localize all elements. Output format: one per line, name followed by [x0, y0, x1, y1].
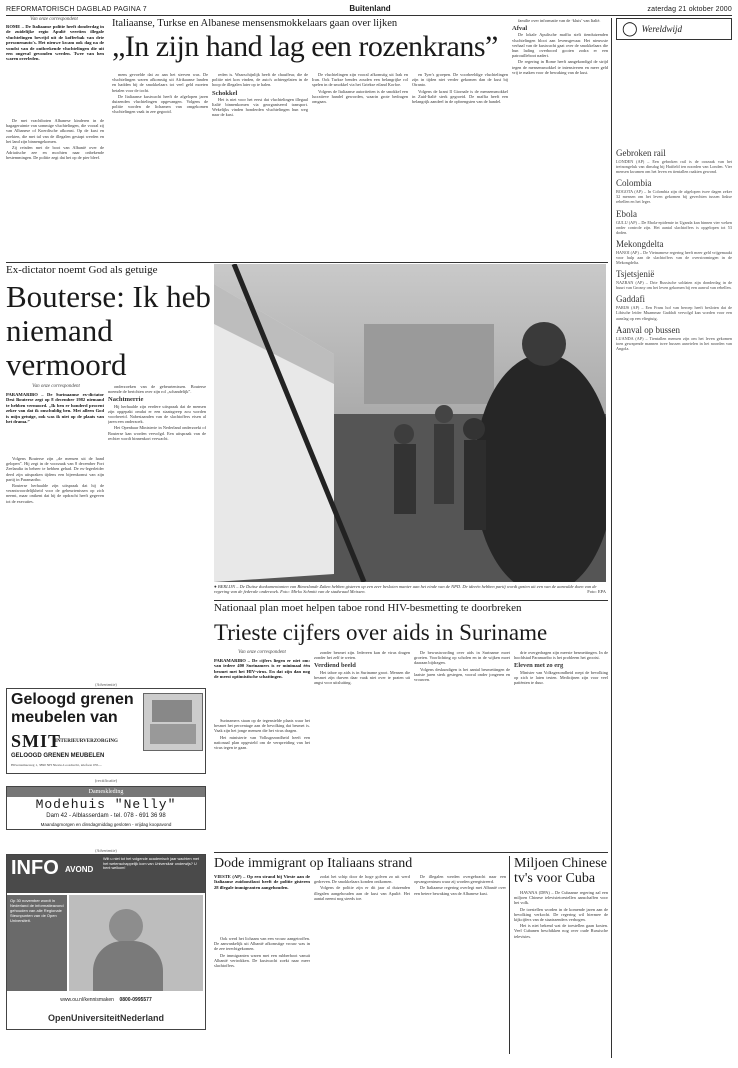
- wereldwijd-items: [616, 148, 732, 351]
- ou-ad-url[interactable]: www.ou.nl/kennismaken: [60, 997, 114, 1003]
- furniture-ad-address: Hilversumseweg 1, 3890 NH Nieuw-Loosdrecht, telefoon 035-...: [11, 763, 103, 767]
- wereldwijd-item-title: Ebola: [616, 208, 637, 219]
- wereldwijd-item-title: Colombia: [616, 178, 652, 189]
- ou-ad-intro: Wilt u niet tot het volgende academisch jaar wachten met het wetenschappelijk kom van Universitair onderwijs? U bent welkom!: [103, 857, 200, 871]
- modehuis-ad-label: (rectificatie): [94, 778, 118, 783]
- furniture-ad-brand-sub: INTERIEURVERZORGING: [55, 739, 118, 744]
- section-rule-3: [214, 852, 608, 853]
- aids-headline: Trieste cijfers over aids in Suriname: [214, 620, 548, 645]
- top-column-2: mens gevoelde dat zo aan het sterven was. De vluchtelingen waren afkomstig uit Afrikaanse landen en hadden bij de smokkelaars tot veel geld moeten betalen voor de tocht. De Italiaanse kustwacht heeft de afgelopen jaren duizenden vluchtelingen opgevangen. Volgens de politie worden de lichamen van omgekomen vluchtelingen vaak in zee gegooid.: [112, 72, 208, 115]
- bouterse-column-2: onderzoeken van de gebeurtenissen. Bouterse noemde de berichten over zijn rol „schandelijk”. Nachtmerrie Hij herhaalde zijn eerdere uitspraak dat de mensen zijn opgepakt omdat er een staatsgreep zou worden voorbereid. Nabestaanden van de slachtoffers eisen al jaren een onderzoek. Het Openbaar Ministerie in Nederland onderzoekt of Bouterse kan worden vervolgd. Een uitspraak van de rechter wordt binnenkort verwacht.: [108, 384, 206, 441]
- wereldwijd-item-title: Mekongdelta: [616, 238, 664, 249]
- top-correspondent: Van onze correspondent: [30, 17, 78, 22]
- top-subhead-2: Afval: [512, 25, 528, 33]
- dode-column-1: Ook werd het lichaam van een vrouw aangetroffen. De aanvankelijk uit Albanië afkomstige vrouw was in de zee terechtgekomen. De immigranten waren met een rubberboot vanuit Albanië vertrokken. De kustwacht zoekt naar meer slachtoffers.: [214, 936, 310, 969]
- ou-ad-left: Op 30 november wordt in Nederland de informatieavond gehouden van alle Regionale Steunpunten van de Open Universiteit.: [7, 895, 67, 991]
- wereldwijd-item-text: BOGOTA (AP) – In Colombia zijn de afgelopen twee dagen zeker 32 mensen om het leven gekomen bij gevechten tussen linkse rebellen en het leger.: [616, 189, 732, 205]
- ou-ad-photo: [69, 895, 203, 991]
- header-rule: [6, 15, 732, 16]
- modehuis-ad-top: Dameskleding: [7, 787, 205, 797]
- wereldwijd-item-text: LUANDA (AP) – Tientallen mensen zijn om het leven gekomen toen gewapende mannen twee bussen aanvielen in het noorden van Angola.: [616, 335, 732, 351]
- wereldwijd-item-text: HANOI (AP) – De Vietnamese regering heeft meer geld vrijgemaakt voor hulp aan de slachtoffers van de overstromingen in de Mekongdelta.: [616, 249, 732, 266]
- section-rule-1: [6, 262, 608, 263]
- modehuis-ad-address: Dam 42 - Alblasserdam - tel. 078 - 691 36 98: [46, 813, 166, 819]
- wereldwijd-item-title: Gaddafi: [616, 294, 645, 305]
- aids-correspondent: Van onze correspondent: [238, 650, 286, 655]
- wereldwijd-item-text: GULU (AP) – De Ebola-epidemie in Uganda kan binnen vier weken onder controle zijn. Het aantal slachtoffers is opgelopen tot 53 doden.: [616, 219, 732, 235]
- page-date: zaterdag 21 oktober 2000: [647, 6, 732, 13]
- furniture-ad-label: (Advertentie): [95, 682, 117, 687]
- page-label: REFORMATORISCH DAGBLAD PAGINA 7: [6, 6, 147, 13]
- dode-column-2: zodat het schip door de hoge golven zo uit werd gedreven. De smokkelaars konden ontkomen. Volgens de politie zijn er dit jaar al duizenden illegalen aangehouden aan de kust van Apulië. Het aantal neemt nog steeds toe.: [314, 874, 410, 901]
- wereldwijd-item-title: Tsjetsjenië: [616, 269, 655, 280]
- wereldwijd-sidebar: [616, 18, 732, 1058]
- globe-icon: ◯: [622, 21, 638, 37]
- top-column-1: De met vrachtboten Albanese kinderen in de bagageruimte van sommige vluchtelingen, die vooral zij van Albanese of Koerdische afkomst. Op de kust en zoekten, die met tal van de illegalen gestapt werden en het land zijn binnengekomen. Zij reisden met de boot van Albanië over de Adriatische zee en mochten naar onbekende bestemmingen. De politie zegt dat het op de pier bleef.: [6, 118, 104, 161]
- section-title: Buitenland: [349, 4, 391, 13]
- top-kicker: Italiaanse, Turkse en Albanese mensensmokkelaars gaan over lijken: [112, 18, 398, 29]
- top-lede: ROME – De Italiaanse politie heeft donderdag in de zuidelijke regio Apulië veertien illegale vluchtelingen bevrijd uit de kofferbak van drie personenauto's. Het nieuwe kwam ook dag na de vondst van de ontbrekende vluchtelingen die uit een ongeval gevonden werden. Twee van hen waren overleden.: [6, 24, 104, 62]
- aids-column-2: zonder besmet zijn. Iedereen kan de virus dragen zonder het zelf te weten. Verdiend beeld Het taboe op aids is in Suriname groot. Mensen die besmet zijn durven daar vaak niet over te praten uit angst voor uitsluiting.: [314, 650, 410, 686]
- bouterse-headline: Bouterse: Ik heb niemand vermoord: [6, 279, 211, 382]
- top-column-3: reden is. Waarschijnlijk heeft de chauffeur, die de politie niet kon vinden, de auto's achtergelaten in de hoop de illegalen later op te halen. Schokkel Het is niet voor het eerst dat vluchtelingen illegaal Italië binnenkomen via georganiseerd transport. Wekelijks vinden honderden vluchtelingen hun weg naar de kust.: [212, 72, 308, 118]
- dode-lede: VIESTE (AP) – Op een strand bij Vieste aan de Italiaanse zuidoostkust heeft de politie gisteren 28 illegale immigranten aangehouden.: [214, 874, 310, 890]
- modehuis-ad[interactable]: [6, 786, 206, 830]
- top-column-6: familie over informatie van de ‘kluis’ van Italië. Afval De lokale Apulische maffia stelt tienduizenden vluchtelingen bloot aan levensgevaar. Het nieuwste verhaal van de kustwacht gaat over de smokkelaars die hun lading overboord gooien zodra er een patrouilleboot nadert. De regering in Rome heeft aangekondigd de strijd tegen de mensensmokkel te intensiveren en meer geld vrij te maken voor de bewaking van de kust.: [512, 18, 608, 75]
- wereldwijd-item-title: Gebroken rail: [616, 148, 666, 158]
- bouterse-correspondent: Van onze correspondent: [32, 384, 80, 389]
- bouterse-column-1: Volgens Bouterse zijn „de mensen uit de hand gelopen”. Hij zegt in de voorzaak van 8 december Fort Zeelandia in beheer te hebben gehad. De ex-legerleider deed zijn uitspraken tijdens een bijeenkomst van zijn partij in Paramaribo. Bouterse herhaalde zijn uitspraak dat hij de verantwoordelijkheid voor de gebeurtenissen op zich neemt, maar ontkent dat hij de opdracht heeft gegeven tot de executies.: [6, 456, 104, 504]
- aids-lede: PARAMARIBO – De cijfers liegen er niet om: van iedere 400 Surinamers is er minimaal één besmet met het HIV-virus. En dat zijn dan nog de meest optimistische schattingen.: [214, 658, 310, 680]
- aids-subhead-2: Eleven met zo erg: [514, 662, 564, 670]
- aids-kicker: Nationaal plan moet helpen taboe rond HIV-besmetting te doorbreken: [214, 602, 522, 614]
- furniture-ad-line1: Geloogd grenen: [11, 691, 134, 708]
- wereldwijd-masthead: ◯ Wereldwijd: [616, 18, 732, 40]
- photo-illustration: [214, 264, 606, 582]
- wereldwijd-item-text: LONDEN (AP) – Een gebroken rail is de oorzaak van het treinongeluk van dinsdag bij Hatfield ten noorden van Londen. Vier mensen kwamen om het leven en tientallen raakten gewond.: [616, 159, 732, 175]
- ou-ad-title: INFO: [11, 857, 59, 879]
- sidebar-divider: [611, 18, 612, 1058]
- section-rule-2: [214, 600, 608, 601]
- wereldwijd-item-text: PARIJS (AP) – Een Frans hof van beroep heeft besloten dat de Libische leider Muammar Gaddafi vervolgd kan worden voor een aanslag op een vliegtuig.: [616, 305, 732, 321]
- chinese-headline: Miljoen Chinese tv's voor Cuba: [514, 856, 607, 886]
- furniture-ad-line2: meubelen van: [11, 709, 118, 726]
- column-divider: [509, 856, 510, 1054]
- wereldwijd-item-title: Aanval op bussen: [616, 324, 680, 335]
- ou-ad-footer: OpenUniversiteitNederland: [47, 1013, 165, 1023]
- ou-ad-label: (Advertentie): [95, 848, 117, 853]
- aids-column-4: drie overgedragen zijn meeste besmettingen. In de hoofdstad Paramaribo is het probleem het grootst. Eleven met zo erg Minister van Volksgezondheid roept de bevolking op zich te laten testen. Medicijnen zijn voor veel patiënten te duur.: [514, 650, 608, 686]
- bouterse-subhead: Nachtmerrie: [108, 396, 144, 404]
- dode-headline: Dode immigrant op Italiaans strand: [214, 856, 413, 871]
- top-headline: „In zijn hand lag een rozenkrans”: [112, 30, 498, 63]
- top-subhead: Schokkel: [212, 89, 238, 97]
- bouterse-kicker: Ex-dictator noemt God als getuige: [6, 264, 158, 276]
- aids-subhead-1: Verdiend beeld: [314, 662, 356, 670]
- furniture-ad-brand: SMIT: [11, 731, 62, 751]
- news-photo: [214, 264, 606, 582]
- ou-ad-phone: 0800-0995577: [119, 997, 152, 1003]
- furniture-ad[interactable]: [6, 688, 206, 774]
- ou-ad-title2: AVOND: [65, 865, 94, 874]
- top-column-5: en Tyer's groepen. De voorbeeldige vluchtelingen zijn in tijden niet verder gekomen dan de kust bij Otranto. Volgens de krant Il Giornale is de mensensmokkel in Zuid-Italië sterk gegroeid. De maffia heeft een belangrijk aandeel in de opbrengsten van de handel.: [412, 72, 508, 105]
- modehuis-ad-hours: Maandagmorgen en dinsdagmiddag gesloten - vrijdag koopavond: [40, 822, 172, 827]
- top-column-4: De vluchtelingen zijn vooral afkomstig uit Irak en Iran. Ook Turkse bendes zouden een belangrijke rol spelen in de smokkel via het Griekse eiland Korfoe. Volgens de Italiaanse autoriteiten is de smokkel een lucratieve handel geworden, waarin grote bedragen omgaan.: [312, 72, 408, 105]
- dode-column-3: De illegalen werden overgebracht naar een opvangcentrum waar zij worden geregistreerd. De Italiaanse regering overlegt met Albanië over een betere bewaking van de Albanese kust.: [414, 874, 506, 896]
- chinese-body: HAVANA (DPA) – De Cubaanse regering zal een miljoen Chinese televisietoestellen aanschaffen voor het volk. De toestellen worden in de komende jaren aan de bevolking verkocht. De regering wil hiermee de kijkcijfers van de staatszenders verhogen. Het is niet bekend wat de toestellen gaan kosten. Veel Cubanen beschikken nog over oude Russische televisies.: [514, 890, 608, 939]
- photo-caption: ● BERLIJN – De Duitse donkumentanten van Bimeslande Zaken hebben gisteren op een zeer besloten manier aan het einde van de NPD. De ideeën hebben partij wordt gezien uit een van de aanvulde doen van de regering van de federale onderzoek. Foto: Mirko Schmitt van de stadsraad Meissen. Foto: EPA: [214, 584, 606, 595]
- furniture-ad-line3: GELOOGD GRENEN MEUBELEN: [11, 753, 105, 759]
- aids-column-3: De bewustwording over aids in Suriname moet groeien. Voorlichting op scholen en in de wijken moet daaraan bijdragen. Volgens deskundigen is het aantal besmettingen de laatste jaren sterk gestegen, vooral onder jongeren en vrouwen.: [414, 650, 510, 683]
- aids-column-1: Surinamers staan op de tegenstelde plaats waar het besmet het percentage aan de bevolking dat besmet is. Vaak zijn het jonge mensen die het virus dragen. Het ministerie van Volksgezondheid heeft een nationaal plan opgesteld om de verspreiding van het virus tegen te gaan.: [214, 718, 310, 751]
- ou-ad-contact: [7, 997, 205, 1003]
- modehuis-ad-name: Modehuis "Nelly": [35, 797, 177, 812]
- wereldwijd-item-text: NAZRAN (AP) – Drie Russische soldaten zijn donderdag in de buurt van Grozny om het leven gekomen bij een aanval van rebellen.: [616, 280, 732, 291]
- bouterse-lede: PARAMARIBO – De Surinaamse ex-dictator Desi Bouterse zegt op 8 december 1982 niemand te hebben vermoord. „Ik ben er honderd procent zeker van dat ik onschuldig ben. Met alleen God is mijn getuige, ook was ik niet op de plaats van het drama.”: [6, 392, 104, 425]
- furniture-image: [143, 693, 203, 751]
- ou-ad[interactable]: [6, 854, 206, 1030]
- caption-bullet: ●: [214, 584, 217, 589]
- ou-ad-banner: [7, 855, 205, 893]
